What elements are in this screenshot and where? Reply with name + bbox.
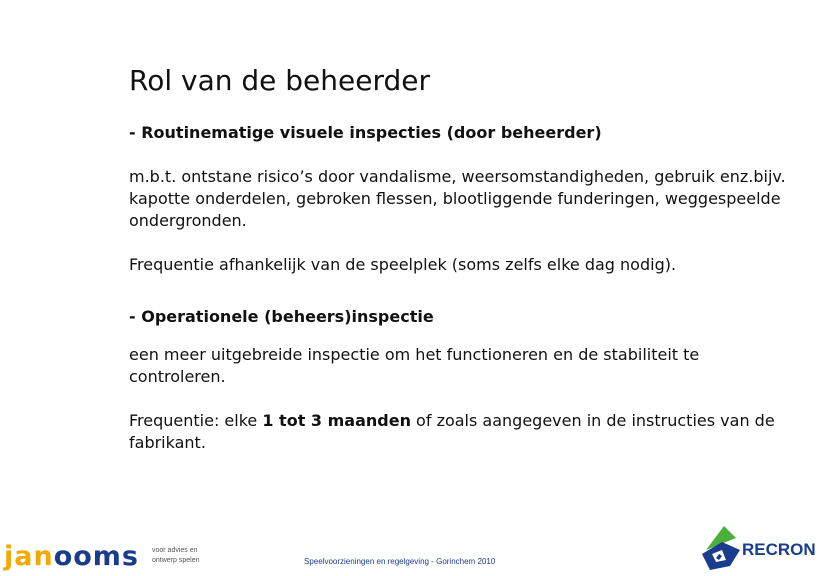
frequency-suffix: of zoals aangegeven in de instructies van de fabrikant.	[129, 411, 775, 452]
slide-title: Rol van de beheerder	[129, 64, 431, 97]
section2-body: een meer uitgebreide inspectie om het functioneren en de stabiliteit te controleren.	[129, 345, 700, 386]
recron-wordmark: RECRON	[742, 540, 816, 559]
section2-heading: - Operationele (beheers)inspectie	[129, 307, 434, 326]
recron-emblem-icon	[700, 520, 748, 576]
janooms-tagline: voor advies en ontwerp spelen	[152, 547, 200, 564]
section1-heading: - Routinematige visuele inspecties (door beheerder)	[129, 123, 602, 142]
section1-body: m.b.t. ontstane risico’s door vandalisme, weersomstandigheden, gebruik enz.bijv. kapotte onderdelen, gebroken flessen, blootliggende funderingen, weggespeelde ondergronden.	[129, 167, 786, 230]
janooms-wordmark-part2: ooms	[53, 541, 140, 572]
section1-frequency: Frequentie afhankelijk van de speelplek (soms zelfs elke dag nodig).	[129, 255, 677, 274]
footer-text: Speelvoorzieningen en regelgeving - Gorinchem 2010	[304, 557, 496, 566]
janooms-wordmark-part1: jan	[4, 541, 54, 572]
section2-frequency	[129, 410, 789, 454]
frequency-prefix: Frequentie: elke	[129, 411, 263, 430]
janooms-wordmark	[4, 540, 139, 574]
recron-logo	[700, 520, 822, 576]
frequency-emphasis: 1 tot 3 maanden	[262, 411, 411, 430]
janooms-logo	[4, 540, 224, 574]
